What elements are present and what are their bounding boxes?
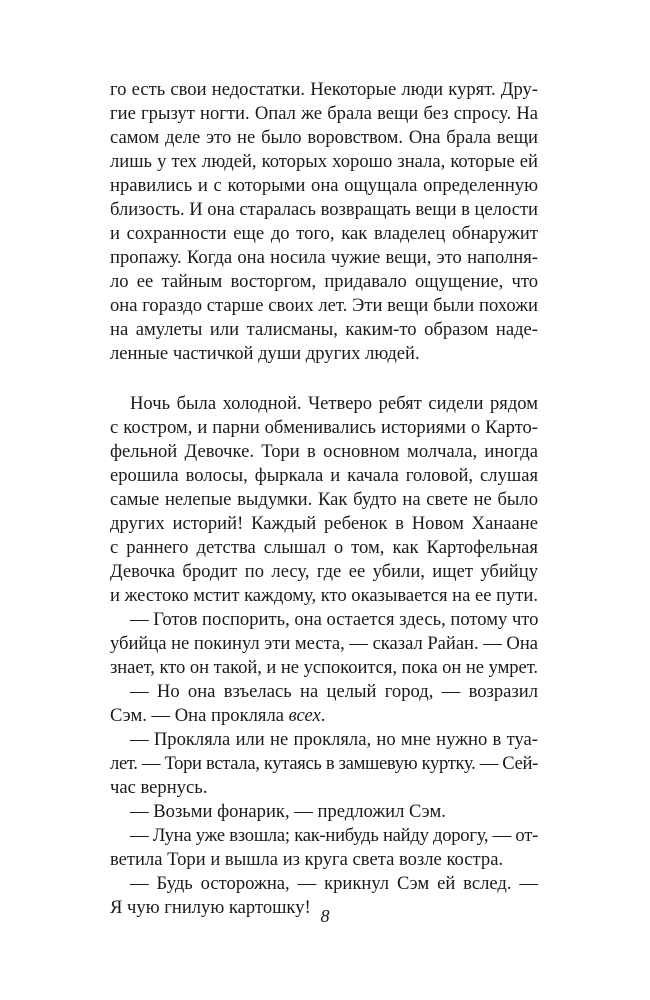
dialogue-sam-curse (110, 680, 538, 728)
text-line (110, 704, 538, 728)
text-line: Девочка бродит по лесу, где ее убили, ищет убийцу (110, 561, 538, 582)
text-line: самые нелепые выдумки. Как будто на свете не было (110, 489, 538, 510)
text-line: ленные частичкой души других людей. (110, 343, 420, 364)
text-line: ерошила волосы, фыркала и качала головой, слушая (110, 465, 538, 486)
text-line: — Готов поспорить, она остается здесь, потому что (130, 609, 539, 630)
paragraph-night (110, 392, 538, 608)
text-line: других историй! Каждый ребенок в Новом Ханаане (110, 513, 538, 534)
section-gap (110, 366, 538, 392)
text-line: фельной Девочке. Тори в основном молчала, иногда (110, 441, 538, 462)
text-line: лет. — Тори встала, кутаясь в замшевую куртку. — Сей- (110, 753, 538, 774)
text-line: нравились и с которыми она ощущала определенную (110, 175, 538, 196)
text-line: знает, кто он такой, и не успокоится, пока он не умрет. (110, 657, 538, 678)
text-line: с раннего детства слышал о том, как Картофельная (110, 537, 538, 558)
text-line: — Будь осторожна, — крикнул Сэм ей вслед. — (130, 873, 538, 894)
text-segment: . (320, 705, 326, 726)
text-line: и сохранности еще до того, как владелец обнаружит (110, 223, 538, 244)
paragraph-opal (110, 78, 538, 366)
text-line: и жестоко мстит каждому, кто оказывается на ее пути. (110, 585, 538, 606)
text-line: — Но она взъелась на целый город, — возразил (130, 681, 538, 702)
text-line: с костром, и парни обменивались историями о Карто- (110, 417, 538, 438)
dialogue-tori-toilet (110, 728, 538, 800)
text-segment: Сэм. — Она прокляла (110, 705, 289, 726)
text-line: — Возьми фонарик, — предложил Сэм. (130, 801, 446, 822)
text-line: го есть свои недостатки. Некоторые люди курят. Дру- (110, 79, 538, 100)
text-line: Ночь была холодной. Четверо ребят сидели рядом (130, 393, 538, 414)
text-line: лишь у тех людей, которых хорошо знала, которые ей (110, 151, 538, 172)
text-line: она гораздо старше своих лет. Эти вещи были похожи (110, 295, 538, 316)
text-line: час вернусь. (110, 777, 208, 798)
emphasis-text: всех (288, 705, 321, 726)
text-line: — Прокляла или не прокляла, но мне нужно в туа- (130, 729, 538, 750)
page-body (110, 78, 538, 920)
text-line: гие грызут ногти. Опал же брала вещи без спросу. На (110, 103, 538, 124)
text-line: пропажу. Когда она носила чужие вещи, это наполня- (110, 247, 538, 268)
text-line: — Луна уже взошла; как-нибудь найду дорогу, — от- (130, 825, 538, 846)
page-number: 8 (320, 906, 330, 926)
dialogue-tori-moon (110, 824, 538, 872)
text-line: ветила Тори и вышла из круга света возле костра. (110, 849, 504, 870)
text-line: Я чую гнилую картошку! (110, 897, 311, 918)
dialogue-ryan (110, 608, 538, 680)
text-line: близость. И она старалась возвращать вещи в целости (110, 199, 538, 220)
text-line: ло ее тайным восторгом, придавало ощущение, что (110, 271, 538, 292)
dialogue-sam-flashlight (110, 800, 538, 824)
text-line: самом деле это не было воровством. Она брала вещи (110, 127, 538, 148)
text-line: на амулеты или талисманы, каким-то образом наде- (110, 319, 538, 340)
text-line: убийца не покинул эти места, — сказал Райан. — Она (110, 633, 538, 654)
